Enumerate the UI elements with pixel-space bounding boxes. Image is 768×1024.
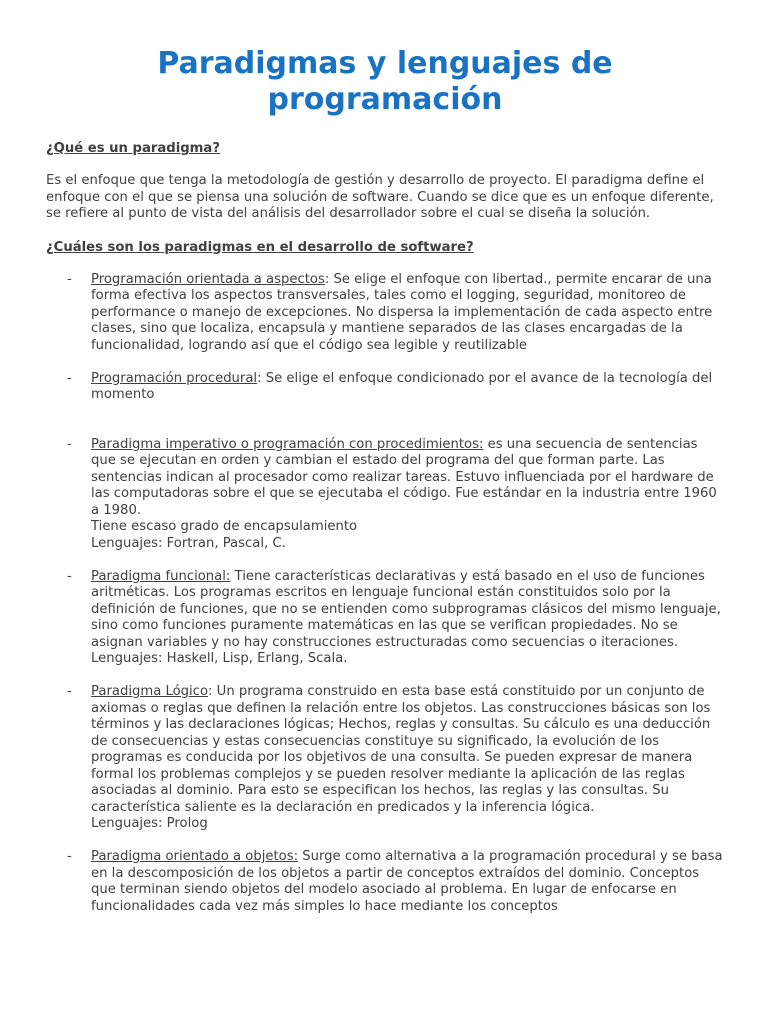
paradigm-languages: Lenguajes: Prolog (91, 816, 208, 831)
paradigms-list (46, 272, 724, 916)
term-separator: : (324, 271, 330, 287)
document-title: Paradigmas y lenguajes de programación (157, 46, 613, 117)
list-bullet-dash: - (67, 568, 72, 584)
term-separator: : (257, 370, 262, 386)
paradigm-languages: Lenguajes: Fortran, Pascal, C. (91, 535, 286, 551)
paradigm-term: Programación procedural (91, 370, 258, 386)
list-item-procedural (46, 371, 724, 404)
paradigm-description: Tiene características declarativas y está basado en el uso de funciones aritméticas. Los programas escritos en lenguaje funcional están constituidos solo por la definición de funciones, que no se entienden como subprogramas clásicos del mismo lenguaje, sino como funciones puramente matemáticas en las que se verifican propiedades. No se asignan variables y no hay construcciones estructuradas como secuencias o iteraciones. (91, 568, 721, 650)
paradigm-description: Se elige el enfoque con libertad., permite encarar de una forma efectiva los aspectos transversales, tales como el logging, seguridad, monitoreo de performance o manejo de excepciones. No dispersa la implementación de cada aspecto entre clases, sino que localiza, encapsula y mantiene separados de las clases encargadas de la funcionalidad, logrando así que el código sea legible y reutilizable (91, 271, 713, 353)
paradigm-term: Paradigma Lógico (91, 684, 209, 699)
paradigm-term: Programación orientada a aspectos (91, 271, 325, 287)
paradigm-languages: Lenguajes: Haskell, Lisp, Erlang, Scala. (91, 651, 348, 666)
list-bullet-dash: - (67, 436, 72, 452)
list-bullet-dash: - (67, 684, 72, 699)
paradigm-definition-paragraph: Es el enfoque que tenga la metodología de gestión y desarrollo de proyecto. El paradigma define el enfoque con el que se piensa una solución de software. Cuando se dice que es un enfoque diferente, se refiere al punto de vista del análisis del desarrollador sobre el cual se diseña la solución. (46, 173, 714, 221)
paradigm-term: Paradigma funcional: (91, 568, 231, 584)
list-item-functional (46, 569, 724, 668)
paradigm-description: Surge como alternativa a la programación procedural y se basa en la descomposición de los objetos a partir de conceptos extraídos del dominio. Conceptos que terminan siendo objetos del modelo asociado al problema. En lugar de enfocarse en funcionalidades cada vez más simples lo hace mediante los conceptos (91, 849, 723, 914)
list-item-logic (46, 684, 724, 833)
term-separator: : (208, 684, 213, 699)
list-item-aspect-oriented (46, 272, 724, 355)
paradigm-description: Se elige el enfoque condicionado por el avance de la tecnología del momento (91, 370, 713, 402)
list-bullet-dash: - (67, 849, 72, 864)
section-heading-paradigms-list: ¿Cuáles son los paradigmas en el desarrollo de software? (46, 239, 474, 255)
paradigm-description: es una secuencia de sentencias que se ejecutan en orden y cambian el estado del programa del que forman parte. Las sentencias indican al procesador como realizar tareas. Estuvo influenciada por el hardware de las computadoras sobre el que se ejecutaba el código. Fue estándar en la industria entre 1960 a 1980. (91, 436, 717, 518)
list-bullet-dash: - (67, 370, 72, 386)
paradigm-note: Tiene escaso grado de encapsulamiento (91, 519, 358, 534)
list-bullet-dash: - (67, 271, 72, 287)
section-heading-what-is-paradigm: ¿Qué es un paradigma? (46, 141, 220, 156)
list-item-object-oriented (46, 849, 724, 915)
list-item-imperative (46, 437, 724, 553)
paradigm-description: Un programa construido en esta base está constituido por un conjunto de axiomas o reglas que definen la relación entre los objetos. Las construcciones básicas son los términos y las declaraciones lógicas; Hechos, reglas y consultas. Su cálculo es una deducción de consecuencias y estas consecuencias constituye su significado, la evolución de los programas es conducida por los objetivos de una consulta. Se pueden expresar de manera formal los problemas complejos y se pueden resolver mediante la aplicación de las reglas asociadas al dominio. Para esto se especifican los hechos, las reglas y las consultas. Su característica saliente es la declaración en predicados y la inferencia lógica. (91, 684, 711, 815)
paradigm-term: Paradigma orientado a objetos: (91, 849, 299, 864)
paradigm-term: Paradigma imperativo o programación con procedimientos: (91, 436, 484, 452)
